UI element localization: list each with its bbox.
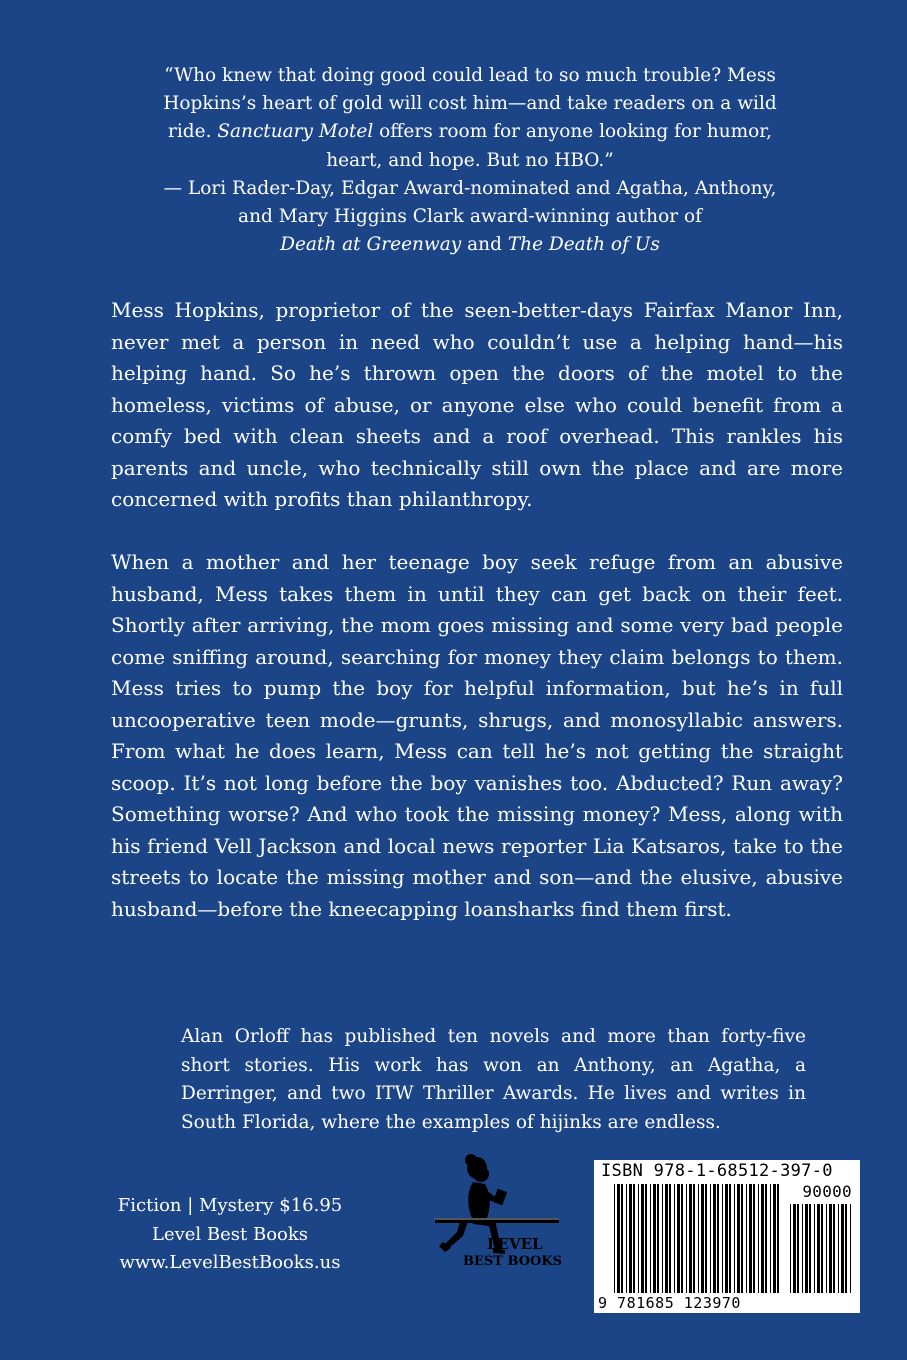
barcode-bar [626,1184,627,1293]
publisher-footer [110,1192,350,1278]
barcode-bar [650,1184,651,1293]
barcode-bar [777,1184,779,1293]
barcode-bar [674,1184,675,1293]
barcode-bar [850,1204,851,1293]
barcode-bar [669,1184,671,1293]
endorsement-quote: “Who knew that doing good could lead to so much trouble? Mess Hopkins’s heart of gold will cost him—and take readers on a wild ride. Sanctuary Motel offers room for anyone looking for humor, heart, and hope. But no HBO.” [163,65,777,171]
barcode-bar [725,1184,728,1293]
barcode-bar [761,1184,764,1293]
barcode-bar [686,1184,687,1293]
barcode-bar [614,1184,615,1293]
publisher-website: www.LevelBestBooks.us [119,1252,341,1273]
barcode-bar [833,1204,835,1293]
barcode-bar [638,1184,639,1293]
barcode-bar [773,1184,776,1293]
barcode-bar [805,1204,808,1293]
barcode-bar [809,1204,811,1293]
barcode-bar [845,1204,847,1293]
barcode-bar [698,1184,699,1293]
barcode-bar [677,1184,680,1293]
barcode-bar [753,1184,755,1293]
barcode-bar [662,1184,663,1293]
isbn-label: ISBN 978-1-68512-397-0 [601,1161,833,1181]
barcode-bar [713,1184,716,1293]
barcode-bar [645,1184,647,1293]
barcode-bar [814,1204,815,1293]
barcode-bar [749,1184,752,1293]
barcode-bar [829,1204,832,1293]
barcode-bar [722,1184,723,1293]
barcode-bar [793,1204,796,1293]
attribution-book-2: The Death of Us [507,234,660,256]
logo-text-level: LEVEL [487,1235,543,1253]
barcode-bar [802,1204,803,1293]
endorsement-blurb [150,62,790,259]
author-bio: Alan Orloff has published ten novels and more than forty-five short stories. His work has won an Anthony, an Agatha, a Derringer, and two ITW Thriller Awards. He lives and writes in South Florida, where the examples of hijinks are endless. [181,1026,806,1133]
barcode-bar [633,1184,635,1293]
description-paragraph-1: Mess Hopkins, proprietor of the seen-better-days Fairfax Manor Inn, never met a person in need who couldn’t use a helping hand—his helping hand. So he’s thrown open the doors of the motel to the homeless, victims of abuse, or anyone else who could benefit from a comfy bed with clean sheets and a roof overhead. This rankles his parents and uncle, who technically still own the place and are more concerned with profits than philanthropy. [111,298,843,511]
barcode-bar [790,1204,791,1293]
genre-price: Fiction | Mystery $16.95 [117,1195,343,1216]
publisher-name: Level Best Books [151,1223,309,1245]
barcode-bar [717,1184,719,1293]
barcode-bar [701,1184,704,1293]
barcode-bar [741,1184,743,1293]
barcode-bar [746,1184,747,1293]
barcode-bar [641,1184,644,1293]
barcode-digits: 9 781685 123970 [598,1294,741,1312]
publisher-logo [425,1152,565,1280]
barcode-bar [817,1204,820,1293]
barcode-bars [594,1160,860,1313]
barcode-bar [797,1204,799,1293]
barcode-bar [693,1184,695,1293]
barcode-bar [770,1184,771,1293]
barcode-bar [657,1184,659,1293]
barcode-bar [729,1184,731,1293]
endorsement-attribution: — Lori Rader-Day, Edgar Award-nominated and Agatha, Anthony, and Mary Higgins Clark award-winning author of Death at Greenway and The Death of Us [163,177,777,256]
barcode-bar [737,1184,740,1293]
barcode-bar [765,1184,767,1293]
barcode-bar [826,1204,827,1293]
barcode-bar [689,1184,692,1293]
barcode-bar [734,1184,735,1293]
barcode-bar [629,1184,632,1293]
barcode-bar [710,1184,711,1293]
attribution-book-1: Death at Greenway [280,234,462,256]
barcode-bar [617,1184,620,1293]
barcode-bar [838,1204,839,1293]
barcode-bar [705,1184,707,1293]
isbn-barcode [594,1160,860,1313]
description-paragraph-2: When a mother and her teenage boy seek refuge from an abusive husband, Mess takes them in until they can get back on their feet. Shortly after arriving, the mom goes missing and some very bad people come sniffing around, searching for money they claim belongs to them. Mess tries to pump the boy for helpful information, but he’s in full uncooperative teen mode—grunts, shrugs, and monosyllabic answers. From what he does learn, Mess can tell he’s not getting the straight scoop. It’s not long before the boy vanishes too. Abducted? Run away? Something worse? And who took the missing money? Mess, along with his friend Vell Jackson and local news reporter Lia Katsaros, take to the streets to locate the missing mother and son—and the elusive, abusive husband—before the kneecapping loansharks find them first. [111,550,843,921]
barcode-bar [758,1184,759,1293]
barcode-bar [841,1204,844,1293]
logo-text-best-books: BEST BOOKS [463,1254,563,1269]
barcode-bar [621,1184,623,1293]
barcode-bar [821,1204,823,1293]
barcode-bar [665,1184,668,1293]
quote-book-title: Sanctuary Motel [217,121,374,143]
barcode-bar [653,1184,656,1293]
barcode-bar [681,1184,683,1293]
barcode-price-code: 90000 [802,1182,852,1201]
